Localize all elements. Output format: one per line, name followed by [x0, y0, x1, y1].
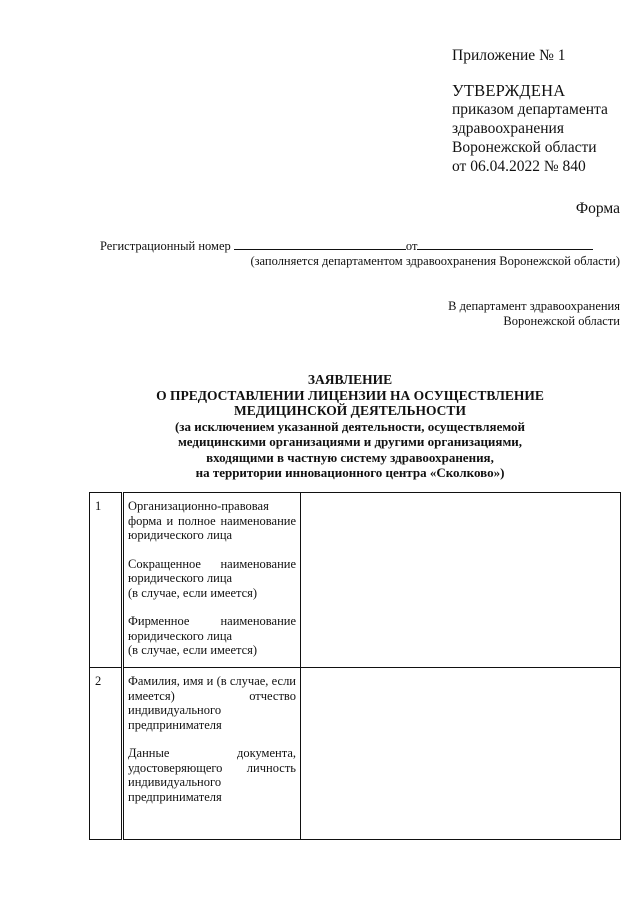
approval-line: приказом департамента [452, 101, 608, 118]
addressee-line: Воронежской области [503, 314, 620, 328]
title-line: ЗАЯВЛЕНИЕ [307, 372, 393, 387]
field-label-entrepreneur-name: Фамилия, имя и (в случае, если имеется) отчество индивидуального предпринимателя [128, 674, 296, 732]
approval-line: здравоохранения [452, 120, 564, 137]
registration-date-field[interactable] [417, 237, 593, 250]
table-row [90, 668, 621, 840]
title-line: входящими в частную систему здравоохранения, [206, 449, 494, 465]
row-label-cell [123, 668, 301, 840]
title-line: медицинскими организациями и другими организациями, [177, 434, 523, 449]
registration-number-field[interactable] [234, 237, 406, 250]
title-line: (за исключением указанной деятельности, осуществляемой [174, 418, 526, 434]
row-number: 1 [90, 493, 123, 668]
addressee-line: В департамент здравоохранения [448, 299, 620, 313]
document-title [0, 372, 640, 481]
application-form-table [89, 492, 621, 840]
table-row [90, 493, 621, 668]
field-label-brand-name: Фирменное наименование юридического лица (в случае, если имеется) [128, 614, 296, 657]
row-number: 2 [90, 668, 123, 840]
approval-line: Воронежской области [452, 139, 597, 156]
field-label-identity-document: Данные документа, удостоверяющего личность индивидуального предпринимателя [128, 746, 296, 804]
registration-label: Регистрационный номер [100, 239, 231, 253]
registration-from-label: от [405, 239, 418, 253]
organization-name-value-field[interactable] [301, 493, 621, 668]
registration-note: (заполняется департаментом здравоохранения Воронежской области) [250, 254, 620, 268]
approved-stamp: УТВЕРЖДЕНА [452, 81, 566, 100]
entrepreneur-data-value-field[interactable] [301, 668, 621, 840]
form-label: Форма [575, 200, 620, 217]
field-label-full-name: Организационно-правовая форма и полное наименование юридического лица [128, 499, 296, 542]
approval-order-date: от 06.04.2022 № 840 [452, 158, 586, 175]
row-label-cell [123, 493, 301, 668]
appendix-number: Приложение № 1 [452, 47, 566, 64]
title-line: на территории инновационного центра «Сколково») [195, 465, 505, 480]
approval-block [452, 46, 608, 176]
field-label-short-name: Сокращенное наименование юридического лица (в случае, если имеется) [128, 556, 296, 600]
title-line: О ПРЕДОСТАВЛЕНИИ ЛИЦЕНЗИИ НА ОСУЩЕСТВЛЕНИЕ [156, 387, 544, 403]
title-line: МЕДИЦИНСКОЙ ДЕЯТЕЛЬНОСТИ [234, 403, 466, 418]
registration-line [100, 237, 593, 254]
addressee [448, 299, 620, 329]
